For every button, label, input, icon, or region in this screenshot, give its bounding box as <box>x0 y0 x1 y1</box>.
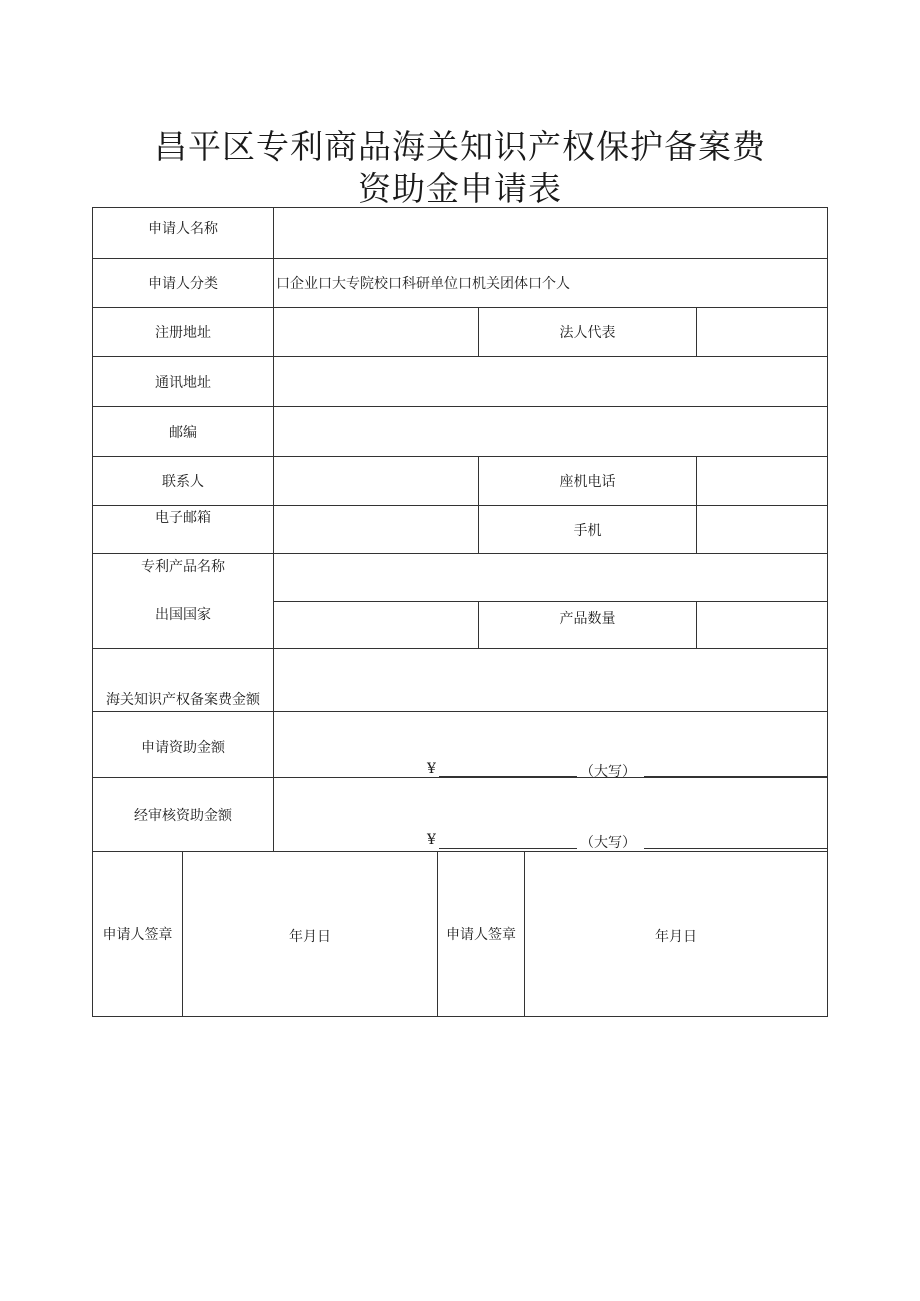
apply-amount-field[interactable] <box>273 711 828 778</box>
approved-amount-number-line[interactable] <box>439 848 577 849</box>
approved-amount-label: 经审核资助金额 <box>92 777 274 852</box>
applicant-type-options[interactable]: 口企业口大专院校口科研单位口机关团体口个人 <box>273 258 828 308</box>
contact-field[interactable] <box>273 456 479 506</box>
patent-product-label: 专利产品名称 <box>141 559 225 575</box>
reg-address-label: 注册地址 <box>92 307 274 357</box>
legal-rep-label: 法人代表 <box>478 307 697 357</box>
approved-capital-label: （大写） <box>580 835 636 851</box>
date-right[interactable]: 年月日 <box>524 851 828 1017</box>
apply-amount-label: 申请资助金额 <box>92 711 274 778</box>
legal-rep-field[interactable] <box>696 307 828 357</box>
mobile-field[interactable] <box>696 505 828 554</box>
approved-amount-field[interactable] <box>273 777 828 852</box>
form-title-line1: 昌平区专利商品海关知识产权保护备案费 <box>154 127 766 166</box>
product-qty-label: 产品数量 <box>478 601 697 649</box>
date-left[interactable]: 年月日 <box>182 851 438 1017</box>
landline-field[interactable] <box>696 456 828 506</box>
apply-capital-label: （大写） <box>580 764 636 780</box>
product-qty-field[interactable] <box>696 601 828 649</box>
application-form <box>92 207 828 1017</box>
applicant-name-label: 申请人名称 <box>92 207 274 259</box>
mobile-label: 手机 <box>478 505 697 554</box>
applicant-type-label: 申请人分类 <box>92 258 274 308</box>
export-country-field[interactable] <box>273 601 479 649</box>
customs-fee-label: 海关知识产权备案费金额 <box>92 648 274 712</box>
approved-yen-symbol: ¥ <box>427 832 436 848</box>
apply-yen-symbol: ¥ <box>427 761 436 777</box>
mail-address-label: 通讯地址 <box>92 356 274 407</box>
postcode-field[interactable] <box>273 406 828 457</box>
approved-amount-capital-line[interactable] <box>644 848 828 849</box>
landline-label: 座机电话 <box>478 456 697 506</box>
postcode-label: 邮编 <box>92 406 274 457</box>
mail-address-field[interactable] <box>273 356 828 407</box>
patent-product-field[interactable] <box>273 553 828 602</box>
email-field[interactable] <box>273 505 479 554</box>
customs-fee-field[interactable] <box>273 648 828 712</box>
reg-address-field[interactable] <box>273 307 479 357</box>
export-country-label: 出国国家 <box>155 607 211 623</box>
signature-label-right: 申请人签章 <box>437 851 525 1017</box>
contact-label: 联系人 <box>92 456 274 506</box>
applicant-name-field[interactable] <box>273 207 828 259</box>
email-label: 电子邮箱 <box>92 505 274 554</box>
signature-label-left: 申请人签章 <box>92 851 183 1017</box>
form-title-line2: 资助金申请表 <box>358 169 562 208</box>
